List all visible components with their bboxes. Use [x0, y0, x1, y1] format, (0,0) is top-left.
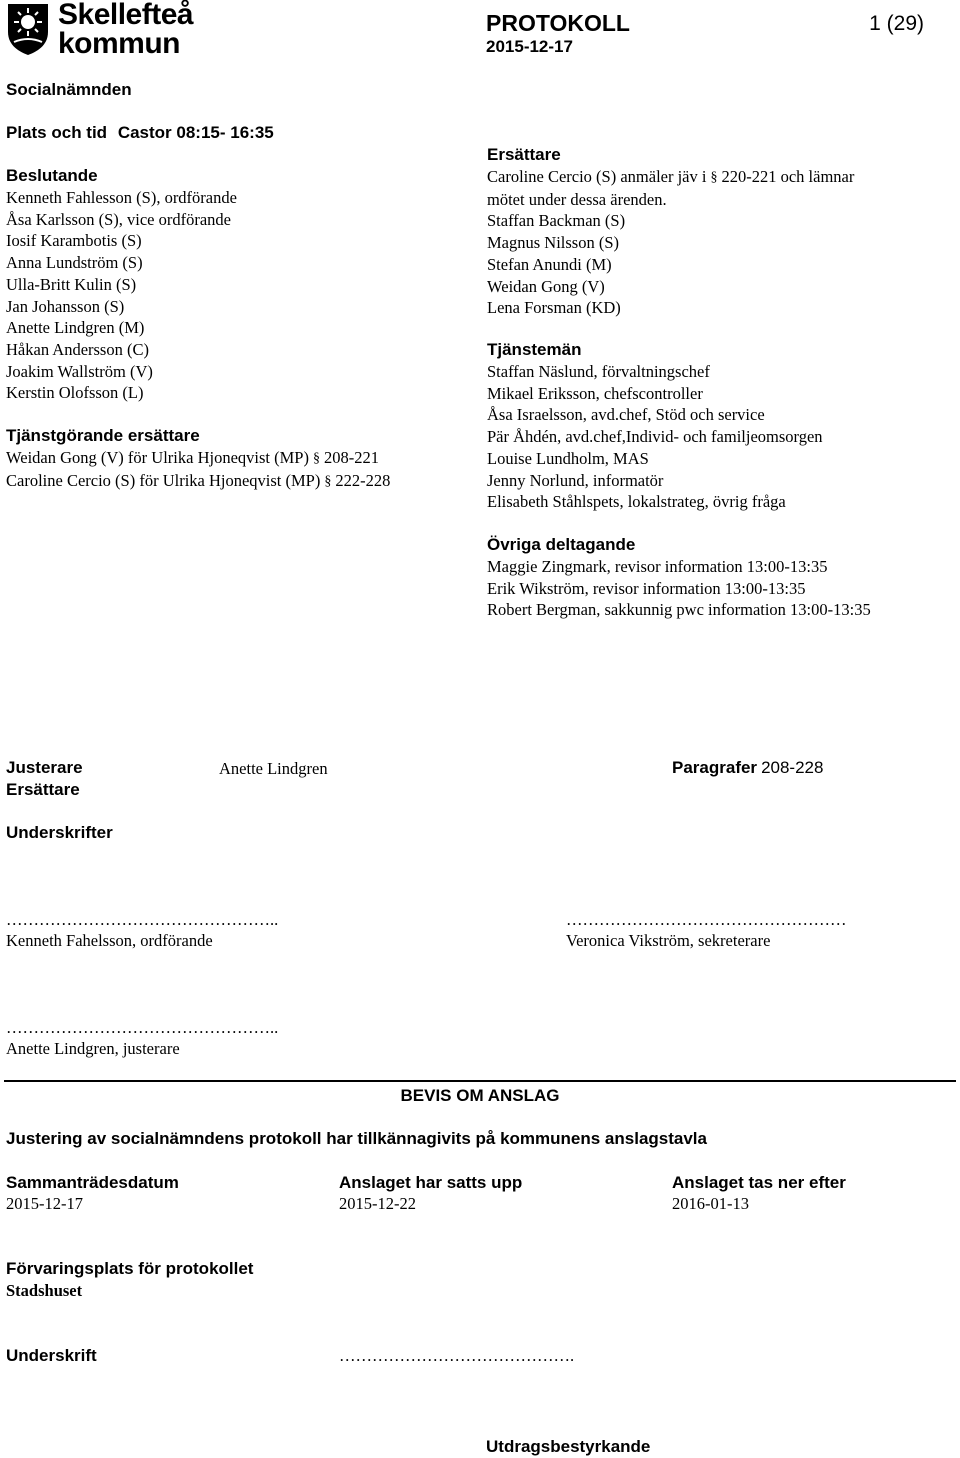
paragrafer-value: 208-228	[761, 758, 824, 777]
page-number: 1 (29)	[869, 12, 924, 35]
list-item: Robert Bergman, sakkunnig pwc information 13:00-13:35	[487, 600, 871, 620]
sammantradesdatum-value: 2015-12-17	[6, 1194, 83, 1213]
tjanstemän-heading: Tjänstemän	[487, 340, 582, 359]
paragraph-mark: §	[710, 170, 718, 185]
ersattare-heading: Ersättare	[487, 145, 561, 164]
paragraph-range: 208-221	[323, 448, 379, 467]
underskrifter-label: Underskrifter	[6, 823, 113, 842]
list-item: Anette Lindgren (M)	[6, 318, 145, 338]
list-item: Staffan Näslund, förvaltningschef	[487, 362, 710, 381]
municipal-crest-icon	[6, 2, 50, 56]
anslaget-ner-value: 2016-01-13	[672, 1194, 749, 1213]
list-item: Åsa Israelsson, avd.chef, Stöd och service	[487, 405, 765, 425]
meeting-label: Plats och tid	[6, 123, 108, 142]
list-item: Kenneth Fahlesson (S), ordförande	[6, 188, 237, 207]
list-item: Louise Lundholm, MAS	[487, 448, 649, 468]
paragraph-mark: §	[312, 451, 320, 466]
logo-line-1: Skellefteå	[58, 0, 194, 31]
paragraph-mark: §	[324, 473, 332, 489]
justerare-value: Anette Lindgren	[219, 759, 328, 778]
section-divider	[4, 1080, 956, 1082]
document-date: 2015-12-17	[486, 37, 573, 56]
ersattare-justering-label: Ersättare	[6, 780, 80, 799]
list-item: Maggie Zingmark, revisor information 13:00-13:35	[487, 557, 828, 576]
signature-line-chair: …………………………………………..	[6, 910, 279, 929]
list-item: Stefan Anundi (M)	[487, 254, 612, 274]
signature-name-secretary: Veronica Vikström, sekreterare	[566, 931, 771, 950]
signature-name-chair: Kenneth Fahelsson, ordförande	[6, 931, 213, 950]
beslutande-section	[6, 165, 237, 404]
signature-line-secretary: ……………………………………………	[566, 910, 847, 929]
sammantradesdatum-label: Sammanträdesdatum	[6, 1173, 179, 1192]
list-item: Anna Lundström (S)	[6, 253, 143, 273]
list-item: Pär Åhdén, avd.chef,Individ- och familjeomsorgen	[487, 427, 823, 447]
list-item	[487, 166, 854, 189]
list-item	[6, 447, 390, 470]
list-item: Mikael Eriksson, chefscontroller	[487, 383, 703, 403]
logo-line-2: kommun	[58, 27, 181, 60]
document-type: PROTOKOLL	[486, 10, 630, 36]
municipality-logo-text	[58, 0, 193, 58]
list-item: Joakim Wallström (V)	[6, 361, 153, 381]
list-item: Iosif Karambotis (S)	[6, 231, 142, 251]
paragraph-range: 222-228	[335, 470, 391, 490]
list-item: Kerstin Olofsson (L)	[6, 383, 144, 403]
substitute-text: Weidan Gong (V) för Ulrika Hjoneqvist (MP)	[6, 448, 309, 467]
substitute-text: Caroline Cercio (S) för Ulrika Hjoneqvist (MP)	[6, 470, 321, 490]
list-item: Staffan Backman (S)	[487, 211, 626, 231]
list-item: Weidan Gong (V)	[487, 276, 605, 296]
list-item	[6, 470, 390, 493]
bevis-statement: Justering av socialnämndens protokoll har tillkännagivits på kommunens anslagstavla	[6, 1129, 707, 1148]
forvaringsplats-label: Förvaringsplats för protokollet	[6, 1259, 254, 1278]
anslaget-ner-label: Anslaget tas ner efter	[672, 1173, 846, 1192]
ovriga-section	[487, 534, 871, 621]
conflict-note-range: 220-221 och lämnar	[721, 167, 855, 186]
list-item: Ulla-Britt Kulin (S)	[6, 274, 137, 294]
paragrafer-label: Paragrafer	[672, 758, 758, 777]
underskrift-label: Underskrift	[6, 1346, 97, 1365]
list-item: Jenny Norlund, informatör	[487, 470, 664, 490]
anslaget-upp-label: Anslaget har satts upp	[339, 1173, 523, 1192]
utdragsbestyrkande-label: Utdragsbestyrkande	[486, 1437, 651, 1456]
ersattare-section	[487, 144, 854, 319]
meeting-place-time	[6, 122, 274, 144]
beslutande-list	[6, 187, 237, 404]
ovriga-heading: Övriga deltagande	[487, 535, 636, 554]
list-item: Åsa Karlsson (S), vice ordförande	[6, 209, 231, 229]
list-item: Erik Wikström, revisor information 13:00-13:35	[487, 578, 806, 598]
list-item: Håkan Andersson (C)	[6, 339, 149, 359]
justerare-label: Justerare	[6, 758, 83, 777]
meeting-value: Castor 08:15- 16:35	[117, 123, 274, 142]
forvaringsplats-value: Stadshuset	[6, 1281, 83, 1300]
committee-name: Socialnämnden	[6, 80, 132, 99]
list-item: mötet under dessa ärenden.	[487, 189, 667, 209]
signature-line-justerare: …………………………………………..	[6, 1018, 279, 1037]
signature-name-justerare: Anette Lindgren, justerare	[6, 1039, 180, 1058]
list-item: Lena Forsman (KD)	[487, 298, 621, 318]
beslutande-heading: Beslutande	[6, 166, 98, 185]
list-item: Magnus Nilsson (S)	[487, 233, 620, 253]
anslaget-upp-value: 2015-12-22	[339, 1194, 416, 1213]
tjanstgorande-heading: Tjänstgörande ersättare	[6, 426, 200, 445]
paragrafer-field	[672, 757, 823, 779]
tjanstemän-section	[487, 339, 823, 513]
tjanstgorande-section	[6, 425, 390, 492]
list-item: Jan Johansson (S)	[6, 296, 125, 316]
bevis-title: BEVIS OM ANSLAG	[400, 1086, 560, 1105]
list-item: Elisabeth Ståhlspets, lokalstrateg, övrig fråga	[487, 492, 786, 512]
underskrift-line: …………………………………….	[339, 1346, 575, 1365]
conflict-note: Caroline Cercio (S) anmäler jäv i	[487, 167, 707, 186]
